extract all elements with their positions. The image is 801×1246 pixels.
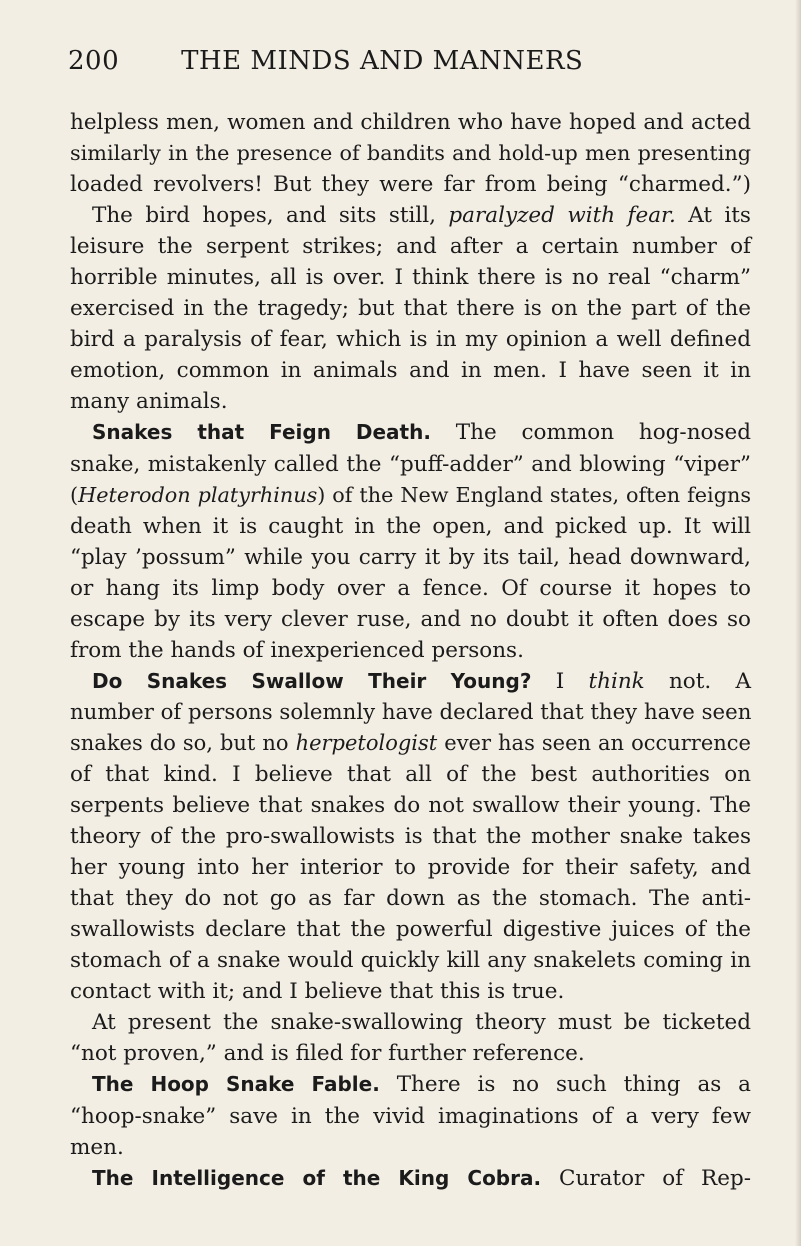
text-line: leisure the serpent strikes; and after a certain number of	[70, 234, 751, 260]
species-name: Heterodon platyrhinus	[78, 482, 318, 507]
text-line: of that kind. I believe that all of the best authorities on	[70, 761, 751, 787]
text-line: stomach of a snake would quickly kill any snakelets coming in	[70, 948, 751, 974]
text-line: similarly in the presence of bandits and hold-up men presenting	[70, 141, 751, 166]
text-line: Do Snakes Swallow Their Young? I think not. A	[92, 668, 751, 694]
text-line: At present the snake-swallowing theory must be ticketed	[92, 1010, 751, 1036]
text-line: Snakes that Feign Death. The common hog-nosed	[92, 420, 752, 446]
text-line: loaded revolvers! But they were far from being “charmed.”)	[70, 172, 751, 198]
italic-phrase: paralyzed with fear.	[448, 203, 676, 229]
text-line: number of persons solemnly have declared that they have seen	[70, 699, 752, 725]
text-line: snake, mistakenly called the “puff-adder” and blowing “viper”	[70, 451, 751, 477]
page-edge-shadow	[795, 0, 801, 1246]
text-line: her young into her interior to provide for their safety, and	[70, 855, 751, 881]
body-text	[70, 107, 751, 1194]
running-head: THE MINDS AND MANNERS	[181, 46, 584, 76]
text-line: exercised in the tragedy; but that there is on the part of the	[70, 296, 751, 322]
text-line: emotion, common in animals and in men. I have seen it in	[70, 358, 751, 384]
text-line: helpless men, women and children who have hoped and acted	[70, 110, 751, 135]
text-line: serpents believe that snakes do not swallow their young. The	[70, 793, 751, 819]
text-line: horrible minutes, all is over. I think there is no real “charm”	[70, 265, 751, 291]
text-line: (Heterodon platyrhinus) of the New England states, often feigns	[70, 482, 751, 507]
text-line: escape by its very clever ruse, and no doubt it often does so	[70, 606, 751, 632]
text-line: that they do not go as far down as the stomach. The anti-	[70, 886, 751, 912]
text-line: contact with it; and I believe that this is true.	[70, 979, 565, 1005]
page-number: 200	[68, 46, 120, 76]
italic-word: herpetologist	[295, 730, 438, 755]
section-heading-feign-death: Snakes that Feign Death.	[92, 420, 431, 445]
text-line: snakes do so, but no herpetologist ever has seen an occurrence	[70, 730, 751, 755]
text-line: theory of the pro-swallowists is that the mother snake takes	[70, 824, 751, 850]
text-line: “hoop-snake” save in the vivid imaginations of a very few	[70, 1103, 751, 1129]
text-line: many animals.	[70, 389, 228, 415]
italic-word: think	[588, 668, 645, 694]
text-line: The bird hopes, and sits still, paralyzed with fear. At its	[92, 203, 751, 229]
text-line: The Intelligence of the King Cobra. Curator of Rep-	[92, 1165, 751, 1191]
text-line: swallowists declare that the powerful digestive juices of the	[70, 917, 751, 943]
text-line: bird a paralysis of fear, which is in my opinion a well defined	[70, 327, 751, 353]
text-line: men.	[70, 1134, 124, 1160]
text-line: from the hands of inexperienced persons.	[70, 637, 524, 663]
section-heading-king-cobra: The Intelligence of the King Cobra.	[92, 1165, 542, 1190]
section-heading-hoop-snake: The Hoop Snake Fable.	[92, 1072, 380, 1097]
text-line: or hang its limp body over a fence. Of course it hopes to	[70, 575, 751, 601]
text-line: “not proven,” and is filed for further reference.	[70, 1041, 585, 1067]
text-line: “play ’possum” while you carry it by its tail, head downward,	[70, 544, 751, 570]
page-header	[68, 46, 749, 96]
text-line: The Hoop Snake Fable. There is no such thing as a	[92, 1072, 751, 1098]
text-line: death when it is caught in the open, and picked up. It will	[70, 513, 751, 539]
section-heading-swallow-young: Do Snakes Swallow Their Young?	[92, 668, 532, 693]
